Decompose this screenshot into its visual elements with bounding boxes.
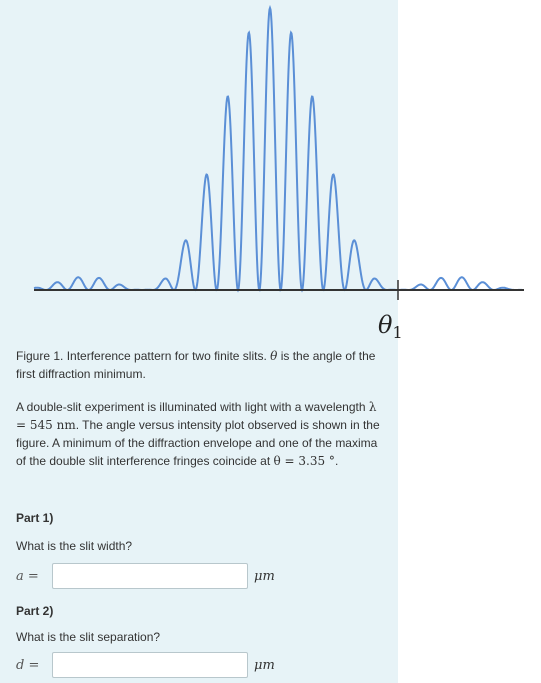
part-1-question: What is the slit width? [16,539,133,553]
part-1-title: Part 1) [16,511,54,525]
part-2-title: Part 2) [16,604,54,618]
figure-caption: Figure 1. Interference pattern for two finite slits. θ is the angle of the first diffraction minimum. [16,349,376,381]
intensity-curve [34,8,524,290]
wavelength-value: λ = 545 nm [16,400,377,432]
slit-separation-input[interactable] [52,652,248,678]
slit-width-label: a = [16,568,39,584]
part-2-question: What is the slit separation? [16,630,161,644]
theta-value: θ = 3.35 ° [273,454,335,468]
slit-width-unit: μm [254,568,275,584]
theta-1-label: $\theta_1$ [378,311,403,342]
problem-statement: A double-slit experiment is illuminated with light with a wavelength λ = 545 nm. The angle versus intensity plot observed is shown in the figure. A minimum of the diffraction envelope and one of the maxima of the double slit interference fringes coincide at θ = 3.35 °. [16,400,380,468]
part-1-answer-row [16,563,275,589]
slit-separation-label: d = [16,657,40,673]
part-2-answer-row [16,652,275,678]
slit-width-input[interactable] [52,563,248,589]
slit-separation-unit: μm [254,657,275,673]
